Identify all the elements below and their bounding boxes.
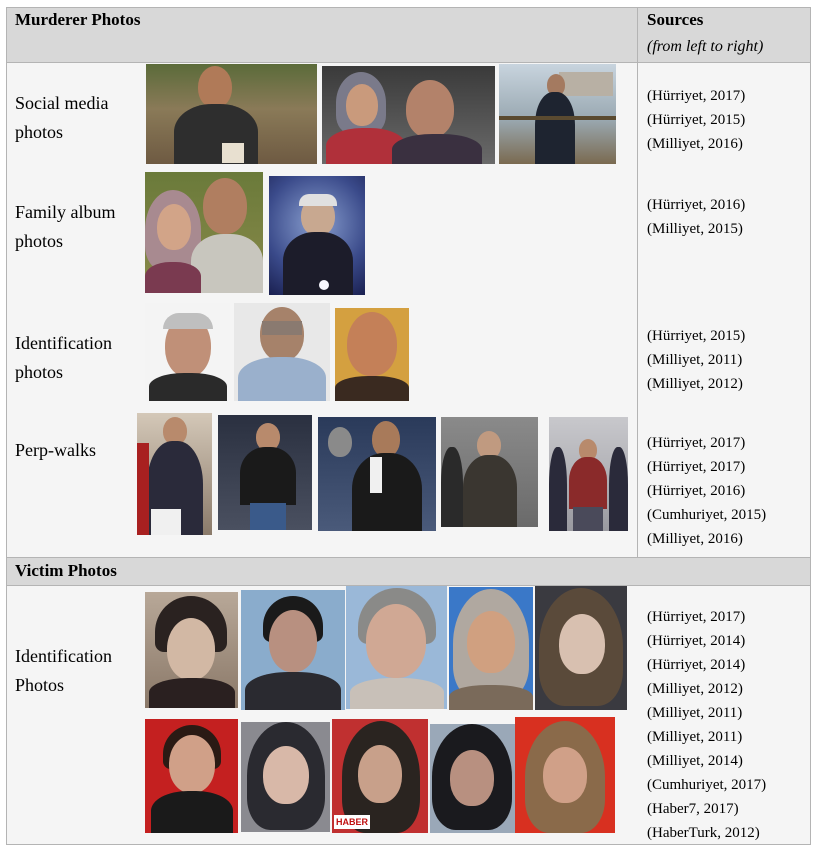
source-item: (Milliyet, 2011) xyxy=(647,352,743,368)
social-media-photo-3 xyxy=(499,64,616,164)
source-item: (Haber7, 2017) xyxy=(647,801,739,817)
victim-photo-6 xyxy=(145,719,238,833)
victim-photo-5 xyxy=(535,586,627,710)
perp-walk-photo-3 xyxy=(318,417,436,531)
source-item: (Milliyet, 2016) xyxy=(647,136,743,152)
victim-photo-9 xyxy=(430,724,515,833)
source-item: (Hürriyet, 2015) xyxy=(647,112,746,128)
header-divider xyxy=(6,62,811,63)
source-item: (Milliyet, 2012) xyxy=(647,376,743,392)
victim-photo-8 xyxy=(332,719,428,833)
source-item: (Hürriyet, 2015) xyxy=(647,328,746,344)
victim-photo-3 xyxy=(346,586,447,709)
row-label-family-album: Family album photos xyxy=(15,202,116,251)
victim-section-divider-top xyxy=(6,557,811,558)
source-item: (Hürriyet, 2017) xyxy=(647,88,746,104)
source-item: (Hürriyet, 2017) xyxy=(647,459,746,475)
sources-perp-walks xyxy=(647,431,766,551)
source-item: (Hürriyet, 2017) xyxy=(647,435,746,451)
source-item: (Milliyet, 2012) xyxy=(647,681,743,697)
murderer-photos-header: Murderer Photos xyxy=(15,10,141,29)
source-item: (Cumhuriyet, 2015) xyxy=(647,507,767,523)
perp-walk-photo-1 xyxy=(137,413,212,535)
column-divider xyxy=(637,7,638,557)
haber-watermark: HABER xyxy=(335,817,368,827)
sources-header: Sources xyxy=(647,10,704,29)
sources-family-album xyxy=(647,193,745,241)
source-item: (Milliyet, 2016) xyxy=(647,531,743,547)
row-label-identification: Identification photos xyxy=(15,333,112,382)
perp-walk-photo-5 xyxy=(549,417,628,531)
source-item: (Hürriyet, 2014) xyxy=(647,657,746,673)
identification-photo-1 xyxy=(145,303,230,401)
perp-walk-photo-4 xyxy=(441,417,538,527)
source-item: (Hürriyet, 2014) xyxy=(647,633,746,649)
source-item: (Cumhuriyet, 2017) xyxy=(647,777,767,793)
sources-subheader: (from left to right) xyxy=(647,38,764,55)
victim-photo-7 xyxy=(241,722,330,832)
identification-photo-3 xyxy=(335,308,409,401)
row-label-victim-identification: Identification Photos xyxy=(15,646,112,695)
source-item: (Milliyet, 2011) xyxy=(647,729,743,745)
source-item: (Milliyet, 2011) xyxy=(647,705,743,721)
victim-photo-2 xyxy=(241,590,345,710)
source-item: (Hürriyet, 2017) xyxy=(647,609,746,625)
victim-photo-10 xyxy=(515,717,615,833)
source-item: (Milliyet, 2015) xyxy=(647,221,743,237)
row-label-perp-walks: Perp-walks xyxy=(15,440,96,460)
social-media-photo-2 xyxy=(322,66,495,164)
source-item: (Milliyet, 2014) xyxy=(647,753,743,769)
social-media-photo-1 xyxy=(146,64,317,164)
victim-photo-4 xyxy=(449,587,533,710)
family-album-photo-1 xyxy=(145,172,263,293)
row-label-social-media: Social media photos xyxy=(15,93,109,142)
victim-photo-1 xyxy=(145,592,238,708)
source-item: (HaberTurk, 2012) xyxy=(647,825,760,841)
victim-header-band xyxy=(7,557,810,585)
identification-photo-2 xyxy=(234,303,330,401)
victim-photos-header: Victim Photos xyxy=(15,561,117,580)
source-item: (Hürriyet, 2016) xyxy=(647,197,746,213)
family-album-photo-2 xyxy=(269,176,365,295)
sources-victim-identification xyxy=(647,605,766,845)
source-item: (Hürriyet, 2016) xyxy=(647,483,746,499)
sources-social-media xyxy=(647,84,745,156)
sources-identification xyxy=(647,324,745,396)
perp-walk-photo-2 xyxy=(218,415,312,530)
